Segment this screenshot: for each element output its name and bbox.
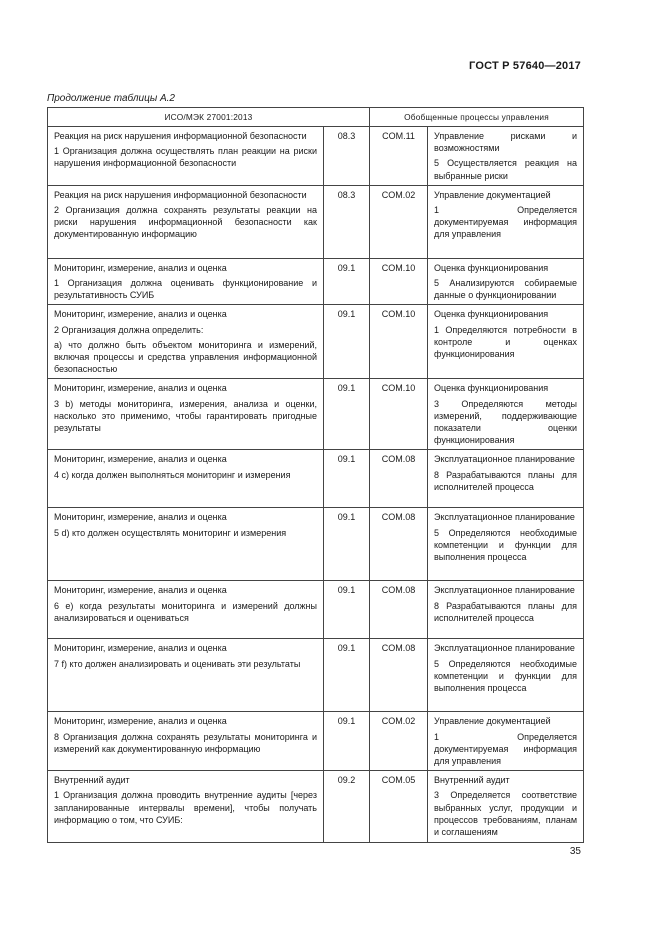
- clause-number-cell: 09.1: [324, 712, 370, 771]
- process-description-cell: [428, 305, 584, 379]
- process-outcome-text: 1 Определяется документируемая информация для управления: [434, 205, 578, 240]
- process-code-cell: COM.02: [370, 712, 428, 771]
- process-description-cell: [428, 450, 584, 508]
- iso-requirement-text: а) что должно быть объектом мониторинга и измерений, включая процессы и средства управления информационной безопасностью: [54, 339, 317, 375]
- iso-requirement-text: 6 e) когда результаты мониторинга и измерений должны анализироваться и оцениваться: [54, 600, 317, 623]
- table-row: [48, 508, 584, 581]
- process-outcome-text: 3 Определяются методы измерений, поддерживающие показатели оценки функционирования: [434, 398, 578, 446]
- iso-section-title: Мониторинг, измерение, анализ и оценка: [54, 383, 227, 394]
- clause-number-cell: 08.3: [324, 127, 370, 186]
- process-outcome-text: 5 Определяются необходимые компетенции и функции для выполнения процесса: [434, 527, 578, 563]
- iso-requirement-text: 8 Организация должна сохранять результаты мониторинга и измерений как документированную информацию: [54, 731, 317, 754]
- process-code-cell: COM.02: [370, 185, 428, 258]
- iso-section-title: Мониторинг, измерение, анализ и оценка: [54, 512, 227, 523]
- process-outcome-text: 5 Определяются необходимые компетенции и функции для выполнения процесса: [434, 658, 578, 694]
- table-body: [48, 127, 584, 843]
- process-description-cell: [428, 639, 584, 712]
- process-description-cell: [428, 379, 584, 450]
- iso-requirement-text: 5 d) кто должен осуществлять мониторинг и измерения: [54, 527, 287, 538]
- iso-requirement-text: 1 Организация должна оценивать функционирование и результативность СУИБ: [54, 278, 317, 301]
- table-row: [48, 185, 584, 258]
- clause-number-cell: 09.1: [324, 639, 370, 712]
- iso-requirement-cell: [48, 185, 324, 258]
- table-row: [48, 127, 584, 186]
- clause-number-cell: 09.1: [324, 508, 370, 581]
- process-description-cell: [428, 712, 584, 771]
- iso-section-title: Мониторинг, измерение, анализ и оценка: [54, 262, 227, 273]
- iso-section-title: Мониторинг, измерение, анализ и оценка: [54, 454, 227, 465]
- process-description-cell: [428, 581, 584, 639]
- process-description-cell: [428, 185, 584, 258]
- process-title: Эксплуатационное планирование: [434, 454, 575, 465]
- process-code-cell: COM.10: [370, 305, 428, 379]
- document-code: ГОСТ Р 57640—2017: [469, 60, 581, 72]
- clause-number-cell: 09.1: [324, 258, 370, 305]
- iso-requirement-text: 2 Организация должна определить:: [54, 324, 204, 335]
- process-outcome-text: 8 Разрабатываются планы для исполнителей процесса: [434, 469, 578, 492]
- table-row: [48, 258, 584, 305]
- process-code-cell: COM.08: [370, 508, 428, 581]
- iso-requirement-cell: [48, 305, 324, 379]
- process-title: Эксплуатационное планирование: [434, 512, 575, 523]
- iso-requirement-text: 1 Организация должна осуществлять план реакции на риски нарушения информационной безопасности: [54, 146, 317, 169]
- iso-requirement-text: 1 Организация должна проводить внутренние аудиты [через запланированные интервалы времени], чтобы получать информацию о том, что СУИБ:: [54, 790, 317, 825]
- iso-requirement-text: 4 c) когда должен выполняться мониторинг и измерения: [54, 469, 291, 480]
- process-code-cell: COM.05: [370, 771, 428, 843]
- iso-section-title: Мониторинг, измерение, анализ и оценка: [54, 716, 227, 727]
- table-row: [48, 379, 584, 450]
- iso-requirement-text: 3 b) методы мониторинга, измерения, анализа и оценки, насколько это применимо, чтобы гарантировать пригодные результаты: [54, 398, 317, 434]
- table-caption: Продолжение таблицы А.2: [47, 93, 175, 104]
- clause-number-cell: 09.1: [324, 305, 370, 379]
- iso-requirement-cell: [48, 379, 324, 450]
- table-row: [48, 639, 584, 712]
- process-code-cell: COM.08: [370, 450, 428, 508]
- iso-section-title: Мониторинг, измерение, анализ и оценка: [54, 585, 227, 596]
- process-outcome-text: 5 Осуществляется реакция на выбранные риски: [434, 158, 578, 181]
- process-outcome-text: 1 Определяются потребности в контроле и оценках функционирования: [434, 324, 578, 360]
- process-outcome-text: 3 Определяется соответствие выбранных услуг, продукции и процессов требованиям, планам и соглашениям: [434, 790, 578, 838]
- clause-number-cell: 09.1: [324, 450, 370, 508]
- process-code-cell: COM.08: [370, 581, 428, 639]
- mapping-table: [47, 107, 584, 843]
- table-row: [48, 771, 584, 843]
- table-row: [48, 581, 584, 639]
- process-outcome-text: 5 Анализируются собираемые данные о функционировании: [434, 278, 578, 301]
- column-header-processes: Обобщенные процессы управления: [370, 108, 584, 127]
- table-header-row: [48, 108, 584, 127]
- process-code-cell: COM.11: [370, 127, 428, 186]
- iso-requirement-cell: [48, 771, 324, 843]
- process-title: Оценка функционирования: [434, 262, 549, 273]
- process-title: Эксплуатационное планирование: [434, 585, 575, 596]
- iso-section-title: Реакция на риск нарушения информационной безопасности: [54, 131, 307, 141]
- process-code-cell: COM.10: [370, 379, 428, 450]
- iso-requirement-cell: [48, 450, 324, 508]
- iso-requirement-text: 7 f) кто должен анализировать и оценивать эти результаты: [54, 658, 301, 669]
- iso-section-title: Внутренний аудит: [54, 775, 130, 786]
- process-code-cell: COM.08: [370, 639, 428, 712]
- process-title: Оценка функционирования: [434, 309, 549, 320]
- iso-requirement-cell: [48, 712, 324, 771]
- process-description-cell: [428, 127, 584, 186]
- clause-number-cell: 09.2: [324, 771, 370, 843]
- process-title: Управление рисками и возможностями: [434, 131, 578, 154]
- process-title: Эксплуатационное планирование: [434, 643, 575, 654]
- iso-requirement-cell: [48, 508, 324, 581]
- process-code-cell: COM.10: [370, 258, 428, 305]
- process-title: Управление документацией: [434, 189, 551, 200]
- page-number: 35: [569, 846, 581, 857]
- clause-number-cell: 09.1: [324, 581, 370, 639]
- clause-number-cell: 09.1: [324, 379, 370, 450]
- table-row: [48, 450, 584, 508]
- iso-requirement-cell: [48, 127, 324, 186]
- clause-number-cell: 08.3: [324, 185, 370, 258]
- process-title: Управление документацией: [434, 716, 551, 727]
- iso-requirement-cell: [48, 258, 324, 305]
- iso-section-title: Мониторинг, измерение, анализ и оценка: [54, 309, 227, 320]
- table-row: [48, 712, 584, 771]
- iso-requirement-text: 2 Организация должна сохранять результаты реакции на риски нарушения информационной безопасности как документированную информацию: [54, 205, 317, 240]
- process-title: Оценка функционирования: [434, 383, 549, 394]
- process-description-cell: [428, 508, 584, 581]
- process-description-cell: [428, 258, 584, 305]
- table-row: [48, 305, 584, 379]
- iso-section-title: Мониторинг, измерение, анализ и оценка: [54, 643, 227, 654]
- process-outcome-text: 8 Разрабатываются планы для исполнителей процесса: [434, 600, 578, 623]
- column-header-iso: ИСО/МЭК 27001:2013: [48, 108, 370, 127]
- process-outcome-text: 1 Определяется документируемая информация для управления: [434, 731, 578, 767]
- iso-requirement-cell: [48, 581, 324, 639]
- process-title: Внутренний аудит: [434, 775, 510, 786]
- iso-requirement-cell: [48, 639, 324, 712]
- iso-section-title: Реакция на риск нарушения информационной безопасности: [54, 189, 307, 200]
- process-description-cell: [428, 771, 584, 843]
